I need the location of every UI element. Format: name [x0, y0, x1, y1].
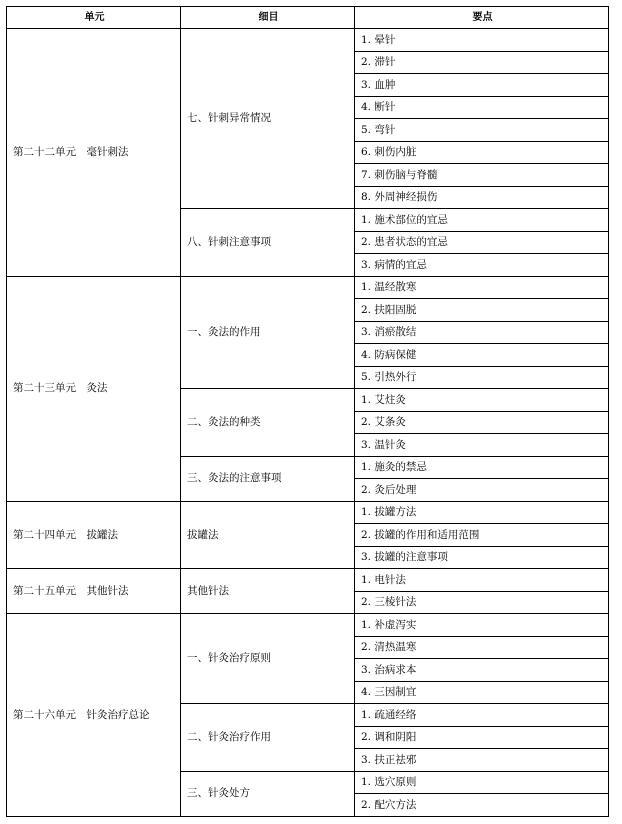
point-cell: 2. 拔罐的作用和适用范围 — [355, 524, 609, 547]
header-unit: 单元 — [7, 7, 181, 29]
point-cell: 4. 防病保健 — [355, 344, 609, 367]
point-cell: 3. 血肿 — [355, 74, 609, 97]
header-points: 要点 — [355, 7, 609, 29]
unit-cell: 第二十五单元 其他针法 — [7, 569, 181, 614]
item-cell: 拔罐法 — [181, 501, 355, 569]
point-cell: 1. 施灸的禁忌 — [355, 456, 609, 479]
table-row — [7, 501, 609, 524]
header-row — [7, 7, 609, 29]
point-cell: 3. 拔罐的注意事项 — [355, 546, 609, 569]
point-cell: 6. 刺伤内脏 — [355, 141, 609, 164]
header-item: 细目 — [181, 7, 355, 29]
point-cell: 4. 断针 — [355, 96, 609, 119]
point-cell: 3. 消瘀散结 — [355, 321, 609, 344]
syllabus-table — [6, 6, 609, 817]
unit-cell: 第二十六单元 针灸治疗总论 — [7, 614, 181, 817]
item-cell: 一、灸法的作用 — [181, 276, 355, 389]
point-cell: 5. 弯针 — [355, 119, 609, 142]
item-cell: 八、针刺注意事项 — [181, 209, 355, 277]
point-cell: 3. 病情的宜忌 — [355, 254, 609, 277]
table-body — [7, 29, 609, 817]
point-cell: 8. 外周神经损伤 — [355, 186, 609, 209]
unit-cell: 第二十四单元 拔罐法 — [7, 501, 181, 569]
point-cell: 2. 艾条灸 — [355, 411, 609, 434]
table-row — [7, 29, 609, 52]
item-cell: 二、针灸治疗作用 — [181, 704, 355, 772]
point-cell: 1. 晕针 — [355, 29, 609, 52]
item-cell: 其他针法 — [181, 569, 355, 614]
point-cell: 3. 温针灸 — [355, 434, 609, 457]
point-cell: 1. 拔罐方法 — [355, 501, 609, 524]
point-cell: 3. 扶正祛邪 — [355, 749, 609, 772]
point-cell: 1. 补虚泻实 — [355, 614, 609, 637]
point-cell: 1. 电针法 — [355, 569, 609, 592]
item-cell: 七、针刺异常情况 — [181, 29, 355, 209]
point-cell: 2. 扶阳固脱 — [355, 299, 609, 322]
point-cell: 1. 选穴原则 — [355, 771, 609, 794]
point-cell: 2. 滞针 — [355, 51, 609, 74]
point-cell: 7. 刺伤脑与脊髓 — [355, 164, 609, 187]
table-row — [7, 276, 609, 299]
item-cell: 二、灸法的种类 — [181, 389, 355, 457]
point-cell: 1. 疏通经络 — [355, 704, 609, 727]
point-cell: 2. 灸后处理 — [355, 479, 609, 502]
point-cell: 2. 配穴方法 — [355, 794, 609, 817]
point-cell: 2. 三棱针法 — [355, 591, 609, 614]
point-cell: 1. 艾炷灸 — [355, 389, 609, 412]
item-cell: 三、灸法的注意事项 — [181, 456, 355, 501]
point-cell: 2. 患者状态的宜忌 — [355, 231, 609, 254]
table-row — [7, 569, 609, 592]
item-cell: 三、针灸处方 — [181, 771, 355, 816]
table-row — [7, 614, 609, 637]
point-cell: 3. 治病求本 — [355, 659, 609, 682]
unit-cell: 第二十二单元 毫针刺法 — [7, 29, 181, 277]
point-cell: 1. 施术部位的宜忌 — [355, 209, 609, 232]
item-cell: 一、针灸治疗原则 — [181, 614, 355, 704]
point-cell: 2. 调和阴阳 — [355, 726, 609, 749]
point-cell: 1. 温经散寒 — [355, 276, 609, 299]
point-cell: 5. 引热外行 — [355, 366, 609, 389]
point-cell: 4. 三因制宜 — [355, 681, 609, 704]
unit-cell: 第二十三单元 灸法 — [7, 276, 181, 501]
point-cell: 2. 清热温寒 — [355, 636, 609, 659]
